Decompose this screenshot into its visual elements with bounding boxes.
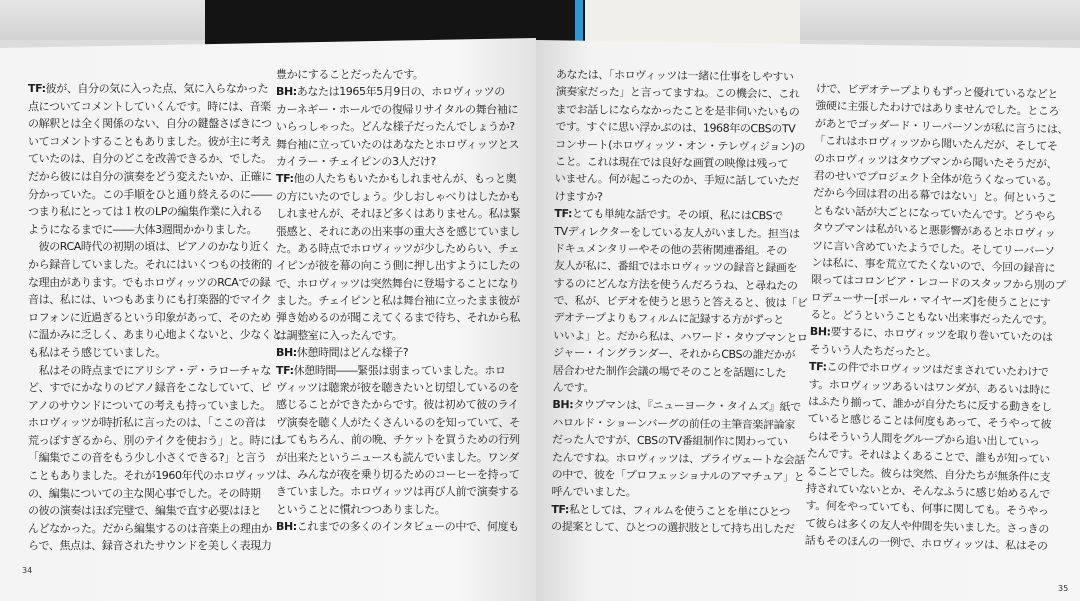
page-number-right: 35: [1058, 584, 1069, 593]
text-column-2: [276, 66, 520, 536]
text-line: だった人ですが、CBSのTV番組制作に関わってい: [552, 433, 788, 449]
text-line: こともありました。それが1960年代のホロヴィッツ: [28, 469, 277, 483]
speaker-tag: TF:: [808, 360, 827, 374]
text-line: つまり私にとっては１枚のLPの編集作業に入れる: [28, 205, 263, 219]
text-line: デオテープよりもフィルムに記録する方がずっと: [553, 311, 784, 327]
speaker-tag: BH:: [276, 520, 297, 534]
speaker-tag: BH:: [276, 346, 297, 360]
text-line: 話もそのほんの一例で、ホロヴィッツは、私はその: [804, 534, 1048, 553]
text-line: な理由があります。でもホロヴィッツのRCAでの録: [28, 275, 271, 289]
text-line: ロフォンに近過ぎるという印象があって、そのため: [28, 310, 271, 324]
text-line: BH:要するに、ホロヴィッツを取り巻いていたのは: [809, 325, 1053, 345]
text-line: らで、焦点は、録音されたサウンドを美しく表現力: [28, 539, 272, 553]
text-line: 分かっていた。この手順をひと通り終えるのに――: [28, 187, 272, 201]
speaker-tag: TF:: [551, 502, 570, 516]
text-line: ホロヴィッツが時折私に言ったのは、「ここの音は: [28, 416, 266, 430]
text-line: 「これはホロヴィッツから聞いたんだが、そしてそ: [814, 134, 1058, 154]
text-line: です。すぐに思い浮かぶのは、1968年のCBSのTV: [555, 120, 796, 136]
text-line: するのにどんな方法を使うんだろうね、と尋ねたの: [553, 276, 798, 293]
text-line: のホロヴィッツはタウブマンから聞いたそうだが、: [813, 151, 1058, 171]
text-column-3: [551, 66, 810, 538]
text-line: ということに慣れつつありました。: [276, 502, 446, 516]
text-line: があとでゴッダード・リーバーソンが私に言うには、: [814, 116, 1069, 136]
text-line: ようになるまでに――大体3週間かかりました。: [28, 222, 258, 236]
text-line: TF:休憩時間――緊張は弱まっていました。ホロ: [276, 363, 506, 377]
text-line: の中で、彼を「プロフェッショナルのアマチュア」と: [551, 467, 805, 484]
text-line: ハロルド・ショーンバーグの前任の主筆音楽評論家: [552, 415, 795, 432]
text-line: は、みんなが夜を乗り切るためのコーヒーを持って: [276, 467, 520, 481]
text-line: 「編集でこの音をもう少し小さくできる?」と言う: [28, 451, 267, 465]
text-line: ツに言い含めていたようでした。そしてリーバーソ: [811, 238, 1055, 258]
text-line: けで、ビデオテープよりもずっと優れているなどと: [815, 81, 1059, 101]
text-line: TF:彼が、自分の気に入った点、気に入らなかった: [28, 82, 269, 95]
text-line: TF:この件でホロヴィッツはだまされていたわけで: [808, 360, 1049, 380]
text-line: らはそういう人間をグループから追い出していっ: [807, 429, 1040, 449]
text-line: んです。: [552, 381, 595, 395]
text-line: が出来たというニュースも読んでいました。ワンダ: [276, 450, 519, 464]
text-line: た。ある時点でホロヴィッツが少しためらい、チェ: [276, 241, 519, 255]
text-line: たんです。それはよくあることで、誰もが知ってい: [806, 447, 1050, 467]
text-line: は調整室に入ったんです。: [276, 328, 403, 342]
text-line: で、ホロヴィッツは突然舞台に登場することになり: [276, 276, 519, 290]
text-line: あなたは、「ホロヴィッツは一緒に仕事をしやすい: [555, 67, 794, 84]
text-line: BH:休憩時間はどんな様子?: [276, 346, 409, 360]
text-line: ました。チェイピンと私は舞台袖に立ったまま彼が: [276, 294, 520, 308]
text-line: TVディレクターをしている友人がいました。担当は: [554, 224, 800, 241]
text-line: 豊かにすることだったんです。: [276, 68, 424, 81]
text-line: す。何をやっていても、何事に関しても。そうやっ: [805, 499, 1049, 519]
text-line: ンは私に、事を荒立てたくないので、今回の録音に: [811, 255, 1056, 275]
text-line: BH:タウブマンは、『ニューヨーク・タイムズ』紙で: [552, 398, 801, 415]
text-line: TF:とても単純な話です。その頃、私にはCBSで: [554, 207, 783, 223]
text-line: ロデューサー[ポール・マイヤーズ]を使うことにす: [810, 290, 1051, 310]
speaker-tag: TF:: [554, 207, 573, 221]
text-line: の彼の演奏はほぼ完璧で、編集で直す必要はほと: [28, 504, 261, 518]
text-line: 持されていないとか、そんなふうに感じ始めるんで: [805, 481, 1050, 501]
text-line: ヴィッツは聴衆が彼を聴きたいと切望しているのを: [276, 381, 520, 395]
text-column-1: [28, 80, 282, 555]
speaker-tag: TF:: [28, 82, 46, 95]
text-line: イピンが彼を幕の向こう側に押し出すようにしたの: [276, 259, 520, 273]
text-line: コンサート(ホロヴィッツ・オン・テレヴィジョン)の: [555, 137, 806, 154]
text-line: ドキュメンタリーやその他の芸術関連番組。その: [554, 241, 787, 258]
text-line: に温かみに乏しく、あまり心地よくないと、少なくと: [28, 328, 283, 342]
text-line: から録音していました。それにはいくつもの技術的: [28, 257, 272, 271]
text-line: ると。どうということもない出来事だったんです。: [810, 308, 1054, 327]
text-line: ていたのは、自分のどこを改善できるか、でした。: [28, 152, 272, 166]
text-line: ヴ演奏を聴く人がたくさんいるのを知っていて、そ: [276, 415, 520, 429]
text-line: の解釈とは全く関係のない、自分の鍵盤さばきにつ: [28, 117, 272, 131]
text-line: たんですね。ホロヴィッツは、プライヴェートな会話: [551, 450, 805, 467]
text-line: BH:これまでの多くのインタビューの中で、何度も: [276, 520, 519, 534]
text-line: いてコメントすることもありました。彼が主に考え: [28, 134, 272, 148]
text-line: ていると感じることは何度もあって、そうやって彼: [807, 412, 1052, 432]
speaker-tag: BH:: [552, 398, 574, 412]
text-line: いらっしゃった。どんな様子だったんでしょうか?: [276, 120, 515, 134]
text-line: 限ってはコロンビア・レコードのスタッフから別のプ: [810, 273, 1066, 293]
text-line: はふたり揃って、誰かが自分たちに反する動きをし: [807, 394, 1052, 414]
text-line: 演奏家だった」と言ってますね。この機会に、これ: [555, 85, 800, 101]
text-line: タウブマンは私がいると悪影響があるとホロヴィッ: [812, 221, 1056, 241]
text-line: BH:あなたは1965年5月9日の、ホロヴィッツの: [276, 85, 505, 99]
text-line: の、編集についての主な関心事でした。その時期: [28, 486, 261, 500]
text-line: けますか?: [554, 189, 603, 204]
text-line: も私はそう感じていました。: [28, 345, 166, 359]
text-line: こと。これは現在では良好な画質の映像は残って: [554, 154, 789, 171]
text-line: そういう人たちだったと。: [809, 342, 937, 359]
text-line: ど、すでにかなりのピアノ録音をこなしていて、ピ: [28, 381, 272, 395]
text-line: カーネギー・ホールでの復帰リサイタルの舞台袖に: [276, 102, 519, 116]
text-line: ジャー・イングランダー、それからCBSの誰だかが: [552, 346, 796, 362]
text-line: ともない話が大ごとになっていたんです。どうやら: [812, 203, 1056, 223]
text-line: 居合わせた制作会議の場でそのことを話題にした: [552, 363, 787, 380]
text-line: 私はその時点までにアリシア・デ・ラローチャな: [28, 363, 272, 377]
text-line: の提案として、ひとつの選択肢として持ち出しただ: [551, 520, 795, 536]
text-line: までお話しにならなかったことを是非伺いたいもの: [555, 102, 800, 119]
text-column-4: [805, 80, 1071, 556]
text-line: て彼らは多くの友人や仲間を失いました。さっきの: [805, 516, 1050, 536]
text-line: だから今回は君の出る幕ではない」と。何というこ: [813, 186, 1058, 206]
speaker-tag: BH:: [276, 85, 297, 99]
text-line: してもちろん、前の晩、チケットを買うための行列: [276, 433, 520, 447]
text-line: 感じることができたからです。彼は初めて彼のライ: [276, 398, 519, 412]
text-line: す。ホロヴィッツあるいはワンダが、あるいは時に: [808, 377, 1051, 397]
text-line: TF:私としては、フィルムを使うことを単にひとつ: [551, 502, 791, 519]
text-line: いません。何が起こったのか、手短に話していただ: [554, 172, 800, 188]
text-line: 君のせいでプロジェクト全体が危うくなっている。: [813, 168, 1058, 188]
text-line: ることでした。彼らは突然、自分たちが無条件に支: [806, 464, 1051, 484]
text-line: で、私が、ビデオを使うと思うと答えると、彼は「ビ: [553, 294, 808, 310]
text-line: 舞台袖に立っていたのはあなたとホロヴィッツとス: [276, 137, 520, 151]
text-line: 呼んでいました。: [551, 485, 637, 500]
text-line: 音は、私には、いつもあまりにも打楽器的でマイク: [28, 293, 272, 307]
text-line: アノのサウンドについての考えも持っていました。: [28, 398, 271, 412]
text-line: 点についてコメントしていくんです。時には、音楽: [28, 99, 271, 113]
speaker-tag: BH:: [809, 325, 831, 339]
text-line: TF:他の人たちもいたかもしれませんが、もっと奥: [276, 172, 517, 186]
text-line: しれませんが、それほど多くはありません。私は緊: [276, 207, 521, 221]
text-line: 弾き始めるのが聞こえてくるまで待ち、それから私: [276, 311, 520, 325]
text-line: 強硬に主張したわけではありませんでした。ところ: [815, 99, 1060, 119]
speaker-tag: TF:: [276, 363, 294, 377]
speaker-tag: TF:: [276, 172, 294, 186]
text-line: だから彼には自分の演奏をどう変えたいか、正確に: [28, 169, 272, 183]
text-line: 荒っぽすぎるから、別のテイクを使おう」と。時には: [28, 433, 282, 447]
text-line: んどなかった。だから編集するのは音楽上の理由か: [28, 521, 272, 535]
text-line: 友人が私に、番組ではホロヴィッツの録音と録画を: [553, 259, 798, 275]
text-line: 張感と、それにあの出来事の重大さを感じていまし: [276, 224, 520, 238]
text-line: の方にいたのでしょう。少しおしゃべりはしたかも: [276, 189, 520, 203]
text-line: カイラー・チェイピンの3人だけ?: [276, 154, 436, 168]
text-line: いいよ」と。だから私は、ハワード・タウブマンとロ: [553, 328, 808, 345]
book-cover-blue-stripe: [575, 0, 583, 46]
page-number-left: 34: [22, 566, 33, 575]
text-line: きていました。ホロヴィッツは再び人前で演奏する: [276, 485, 520, 499]
text-line: 彼のRCA時代の初期の頃は、ピアノのかなり近く: [28, 240, 271, 254]
